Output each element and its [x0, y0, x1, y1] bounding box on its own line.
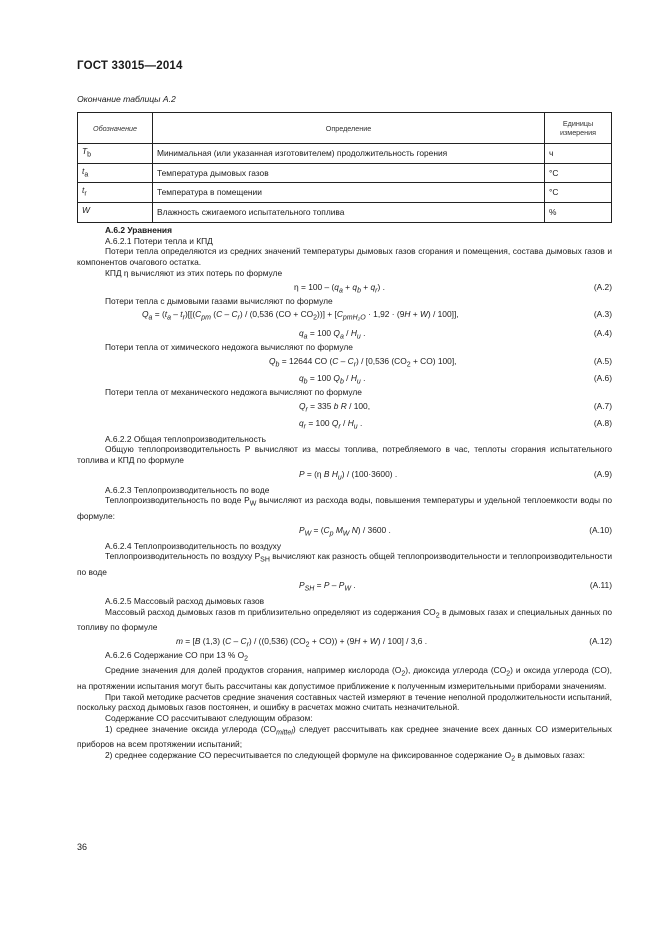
equation-number: (А.11)	[589, 580, 612, 591]
table-row	[78, 163, 612, 183]
subsection-heading: А.6.2.2 Общая теплопроизводительность	[105, 433, 266, 444]
unit-cell: °C	[545, 163, 612, 183]
equation-a7	[77, 398, 612, 415]
equation-number: (А.12)	[589, 636, 612, 647]
equation-number: (А.7)	[593, 400, 612, 411]
paragraph: 1) среднее значение оксида углерода $(CO_{mittel})$ следует рассчитывать как среднее значение всех данных CO измерительных приборов на всем протяжении испытаний;	[77, 723, 612, 750]
unit-cell: ч	[545, 144, 612, 164]
definition-cell: Температура дымовых газов	[153, 163, 545, 183]
symbol-cell: W	[78, 203, 153, 223]
subsection-heading: А.6.2.3 Теплопроизводительность по воде	[105, 484, 270, 495]
definition-cell: Температура в помещении	[153, 183, 545, 203]
table-caption: Окончание таблицы А.2	[77, 94, 176, 104]
paragraph: КПД η вычисляют из этих потерь по формуле	[105, 267, 283, 278]
definition-cell: Минимальная (или указанная изготовителем) продолжительность горения	[153, 144, 545, 164]
equation-a12	[77, 633, 612, 650]
table-row	[78, 144, 612, 164]
formula: $Q_r = 335$ b R / 100,	[299, 400, 371, 414]
formula: $q_r = 100$ $Q_r / H_u$ .	[299, 417, 363, 431]
paragraph: Общую теплопроизводительность P вычисляют из массы топлива, потребляемого в час, теплоты сгорания испытательного топлива и КПД по формуле	[77, 444, 612, 466]
equation-a9	[77, 466, 612, 483]
equation-number: (А.6)	[593, 372, 612, 383]
formula: $Q_b = 12644$ CO $(C - C_r) / [0,536$ $(CO_2 + CO)$ 100],	[269, 355, 457, 369]
equation-number: (А.3)	[593, 309, 612, 320]
table-row	[78, 203, 612, 223]
symbols-table	[77, 112, 612, 223]
equation-a8	[77, 415, 612, 432]
paragraph: Теплопроизводительность по воздуху $P_{SH}$ вычисляют как разность общей теплопроизводительности и теплопроизводительности по воде	[77, 551, 613, 577]
equation-a3	[77, 306, 612, 325]
column-header: Единицы измерения	[545, 113, 612, 144]
formula: $P_W = (C_p$ $M_W$ N) / 3600 .	[299, 524, 391, 538]
paragraph: При такой методике расчетов средние значения составных частей измеряют в течение неполной продолжительности испытаний, поскольку расход дымовых газов постоянен, и ошибку в расчетах можно считать незначительной.	[77, 691, 612, 713]
subsection-heading: А.6.2.6 Содержание CO при 13 % $O_2$	[105, 650, 249, 663]
formula: $Q_a = (t_a - t_r)[[(C_{pm}$ $(C - C_r) / (0,536$ $(CO + CO_2))] + [C_{pmH_2O} \cdot 1,92 \cdot (9H + W) / 100]$],	[142, 309, 459, 322]
column-header: Обозначение	[78, 113, 153, 144]
definition-cell: Влажность сжигаемого испытательного топлива	[153, 203, 545, 223]
formula: $q_a = 100$ $Q_a / H_u$ .	[299, 328, 366, 341]
paragraph: Теплопроизводительность по воде $P_W$ вычисляют из расхода воды, повышения температуры и удельной теплоемкости воды по формуле:	[77, 495, 612, 521]
equation-a11	[77, 577, 612, 594]
paragraph: Содержание CO рассчитывают следующим образом:	[105, 712, 313, 723]
equation-number: (А.4)	[593, 328, 612, 339]
column-header: Определение	[153, 113, 545, 144]
paragraph: Потери тепла от химического недожога вычисляют по формуле	[105, 342, 353, 353]
formula: m = [B (1,3) $(C - C_r) / ((0,536) (CO_2 + CO)) + (9H + W) / 100] / 3,6$ .	[176, 636, 428, 649]
symbol-cell: $T_b$	[78, 144, 153, 164]
unit-cell: %	[545, 203, 612, 223]
formula: $P_{SH} = P - P_W$ .	[299, 580, 356, 593]
symbol-cell: $t_a$	[78, 163, 153, 183]
equation-a5	[77, 353, 612, 370]
paragraph: Потери тепла от механического недожога вычисляют по формуле	[105, 386, 362, 397]
subsection-heading: А.6.2.5 Массовый расход дымовых газов	[105, 596, 265, 607]
equation-number: (А.8)	[593, 417, 612, 428]
document-body	[77, 225, 612, 765]
equation-a2	[77, 279, 612, 296]
paragraph: Массовый расход дымовых газов m приблизительно определяют из содержания $CO_2$ в дымовых газах и специальных данных по топливу по формуле	[77, 607, 612, 633]
subsection-heading: А.6.2.4 Теплопроизводительность по воздуху	[105, 540, 282, 551]
table-row	[78, 183, 612, 203]
page-number: 36	[77, 842, 88, 852]
equation-number: (А.2)	[593, 281, 612, 292]
table-header-row	[78, 113, 612, 144]
equation-a6	[77, 370, 612, 387]
paragraph: Потери тепла с дымовыми газами вычисляют по формуле	[105, 295, 333, 306]
formula: P = (η B $H_u) / (100\cdot 3600)$ .	[299, 468, 398, 482]
paragraph: 2) среднее содержание CO пересчитывается по следующей формуле на фиксированное содержание $O_2$ в дымовых газах:	[105, 749, 585, 763]
equation-number: (А.10)	[589, 524, 612, 535]
paragraph: Средние значения для долей продуктов сгорания, например кислорода $(O_2)$, диоксида углерода $(CO_2)$ и оксида углерода (CO), на протяжении испытания могут быть рассчитаны как допустимое приближение к полученным измерительными приборами значениям.	[77, 665, 612, 691]
formula: $\eta = 100 - (q_a + q_b + q_r)$ .	[294, 281, 385, 295]
equation-a10	[77, 522, 612, 539]
equation-number: (А.5)	[593, 355, 612, 366]
formula: $q_b = 100$ $Q_b / H_u$ .	[299, 372, 366, 386]
equation-a4	[77, 325, 612, 342]
section-heading: А.6.2 Уравнения	[105, 225, 172, 235]
document-header: ГОСТ 33015—2014	[77, 60, 183, 72]
equation-number: (А.9)	[593, 468, 612, 479]
paragraph: Потери тепла определяются из средних значений температуры дымовых газов сгорания и помещения, состава дымовых газов и компонентов очагового остатка.	[77, 246, 612, 268]
unit-cell: °C	[545, 183, 612, 203]
symbol-cell: $t_r$	[78, 183, 153, 203]
subsection-heading: А.6.2.1 Потери тепла и КПД	[105, 235, 213, 246]
